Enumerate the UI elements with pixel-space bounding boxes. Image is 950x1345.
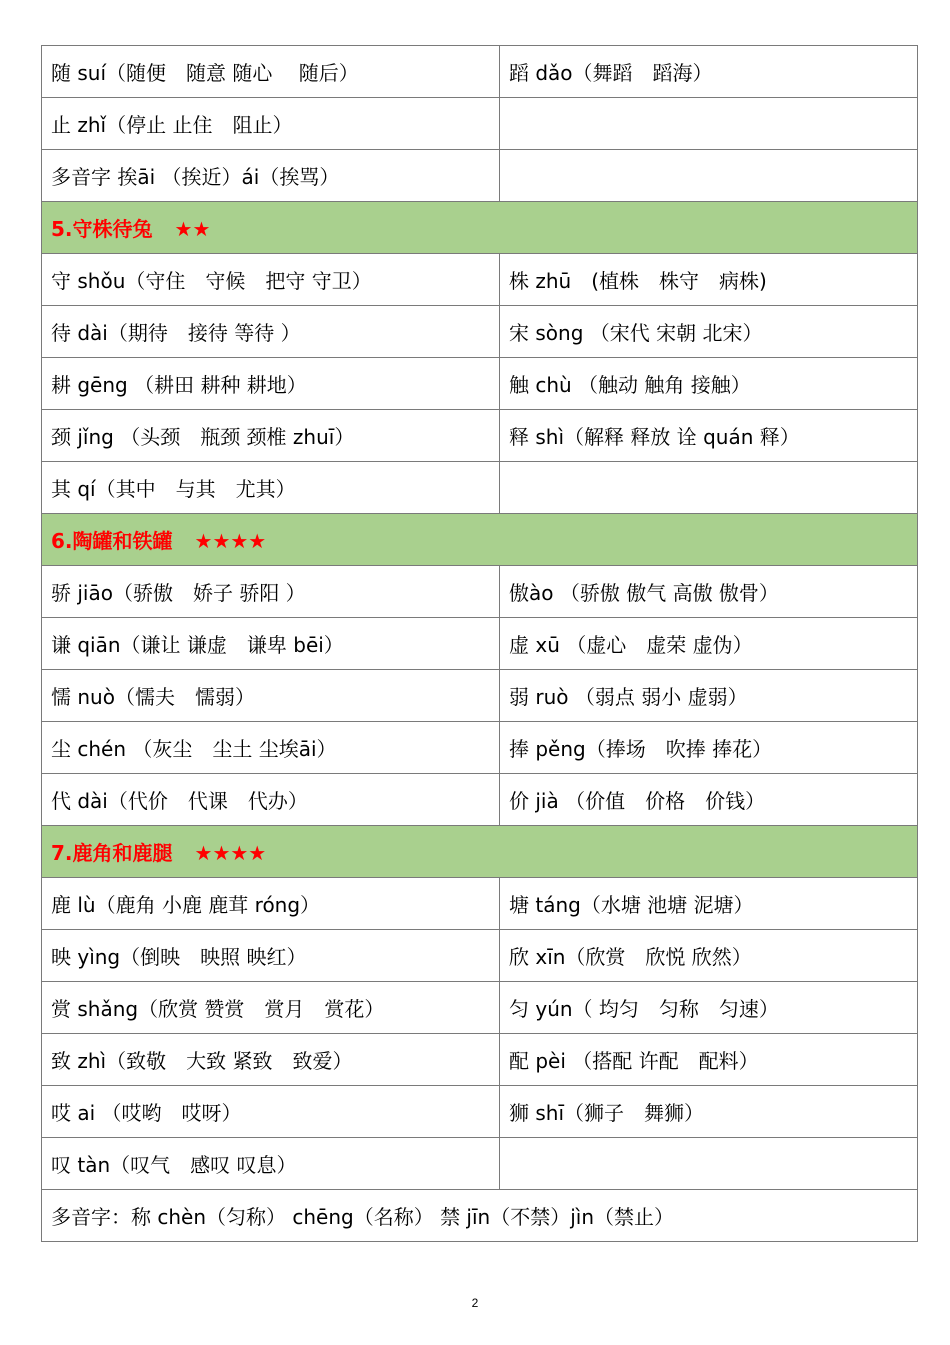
- section-heading-row: [42, 826, 918, 878]
- table-row: [42, 410, 918, 462]
- vocab-cell-right: 弱 ruò （弱点 弱小 虚弱）: [500, 670, 918, 722]
- vocab-cell-left: 尘 chén （灰尘 尘土 尘埃āi）: [42, 722, 500, 774]
- vocab-cell-right: 蹈 dǎo（舞蹈 蹈海）: [500, 46, 918, 98]
- table-row: [42, 930, 918, 982]
- table-row: [42, 1086, 918, 1138]
- table-row: [42, 670, 918, 722]
- vocab-cell-left: 守 shǒu（守住 守候 把守 守卫）: [42, 254, 500, 306]
- difficulty-stars: ★★★★: [194, 841, 267, 865]
- section-heading-row: [42, 514, 918, 566]
- table-row: [42, 774, 918, 826]
- vocab-cell-left: 叹 tàn（叹气 感叹 叹息）: [42, 1138, 500, 1190]
- vocab-cell-right: [500, 150, 918, 202]
- note-row: [42, 1190, 918, 1242]
- vocab-cell-right: 配 pèi （搭配 许配 配料）: [500, 1034, 918, 1086]
- vocab-cell-left: 映 yìng（倒映 映照 映红）: [42, 930, 500, 982]
- vocab-cell-left: 代 dài（代价 代课 代办）: [42, 774, 500, 826]
- table-row: [42, 878, 918, 930]
- vocab-cell-right: 塘 táng（水塘 池塘 泥塘）: [500, 878, 918, 930]
- vocab-cell-left: 赏 shǎng（欣赏 赞赏 赏月 赏花）: [42, 982, 500, 1034]
- vocab-cell-left: 多音字 挨āi （挨近）ái（挨骂）: [42, 150, 500, 202]
- table-row: [42, 1034, 918, 1086]
- vocab-cell-left: 止 zhǐ（停止 止住 阻止）: [42, 98, 500, 150]
- vocab-cell-right: [500, 462, 918, 514]
- section-heading: [42, 826, 918, 878]
- section-title: 7.鹿角和鹿腿: [51, 841, 173, 865]
- page-number: 2: [471, 1296, 479, 1310]
- table-row: [42, 98, 918, 150]
- vocab-cell-right: 捧 pěng（捧场 吹捧 捧花）: [500, 722, 918, 774]
- vocab-cell-right: 匀 yún（ 均匀 匀称 匀速）: [500, 982, 918, 1034]
- vocab-cell-right: 株 zhū (植株 株守 病株): [500, 254, 918, 306]
- vocab-cell-right: 释 shì（解释 释放 诠 quán 释）: [500, 410, 918, 462]
- vocab-cell-right: 欣 xīn（欣赏 欣悦 欣然）: [500, 930, 918, 982]
- section-heading: [42, 514, 918, 566]
- vocab-cell-right: 傲ào （骄傲 傲气 高傲 傲骨）: [500, 566, 918, 618]
- table-row: [42, 618, 918, 670]
- table-row: [42, 566, 918, 618]
- vocab-cell-left: 鹿 lù（鹿角 小鹿 鹿茸 róng）: [42, 878, 500, 930]
- vocab-cell-left: 耕 gēng （耕田 耕种 耕地）: [42, 358, 500, 410]
- vocab-cell-right: 价 jià （价值 价格 价钱）: [500, 774, 918, 826]
- vocab-cell-left: 骄 jiāo（骄傲 娇子 骄阳 ）: [42, 566, 500, 618]
- vocab-cell-left: 颈 jǐng （头颈 瓶颈 颈椎 zhuī）: [42, 410, 500, 462]
- table-row: [42, 254, 918, 306]
- vocab-cell-right: 宋 sòng （宋代 宋朝 北宋）: [500, 306, 918, 358]
- polyphone-note: 多音字：称 chèn（匀称） chēng（名称） 禁 jīn（不禁）jìn（禁止）: [42, 1190, 918, 1242]
- vocab-cell-left: 随 suí（随便 随意 随心 随后）: [42, 46, 500, 98]
- difficulty-stars: ★★★★: [194, 529, 267, 553]
- vocab-cell-left: 谦 qiān（谦让 谦虚 谦卑 bēi）: [42, 618, 500, 670]
- vocab-table: [41, 45, 918, 1242]
- vocab-table-body: [42, 46, 918, 1242]
- table-row: [42, 982, 918, 1034]
- vocab-cell-right: [500, 1138, 918, 1190]
- vocab-cell-right: [500, 98, 918, 150]
- table-row: [42, 1138, 918, 1190]
- vocab-cell-right: 虚 xū （虚心 虚荣 虚伪）: [500, 618, 918, 670]
- section-heading-row: [42, 202, 918, 254]
- section-heading: [42, 202, 918, 254]
- vocab-cell-right: 触 chù （触动 触角 接触）: [500, 358, 918, 410]
- vocab-cell-right: 狮 shī（狮子 舞狮）: [500, 1086, 918, 1138]
- vocab-cell-left: 懦 nuò（懦夫 懦弱）: [42, 670, 500, 722]
- vocab-cell-left: 哎 ai （哎哟 哎呀）: [42, 1086, 500, 1138]
- table-row: [42, 722, 918, 774]
- section-title: 6.陶罐和铁罐: [51, 529, 173, 553]
- table-row: [42, 462, 918, 514]
- difficulty-stars: ★★: [174, 217, 211, 241]
- table-row: [42, 150, 918, 202]
- table-row: [42, 46, 918, 98]
- vocab-cell-left: 其 qí（其中 与其 尤其）: [42, 462, 500, 514]
- vocab-cell-left: 致 zhì（致敬 大致 紧致 致爱）: [42, 1034, 500, 1086]
- section-title: 5.守株待兔: [51, 217, 153, 241]
- vocab-cell-left: 待 dài（期待 接待 等待 ）: [42, 306, 500, 358]
- table-row: [42, 306, 918, 358]
- table-row: [42, 358, 918, 410]
